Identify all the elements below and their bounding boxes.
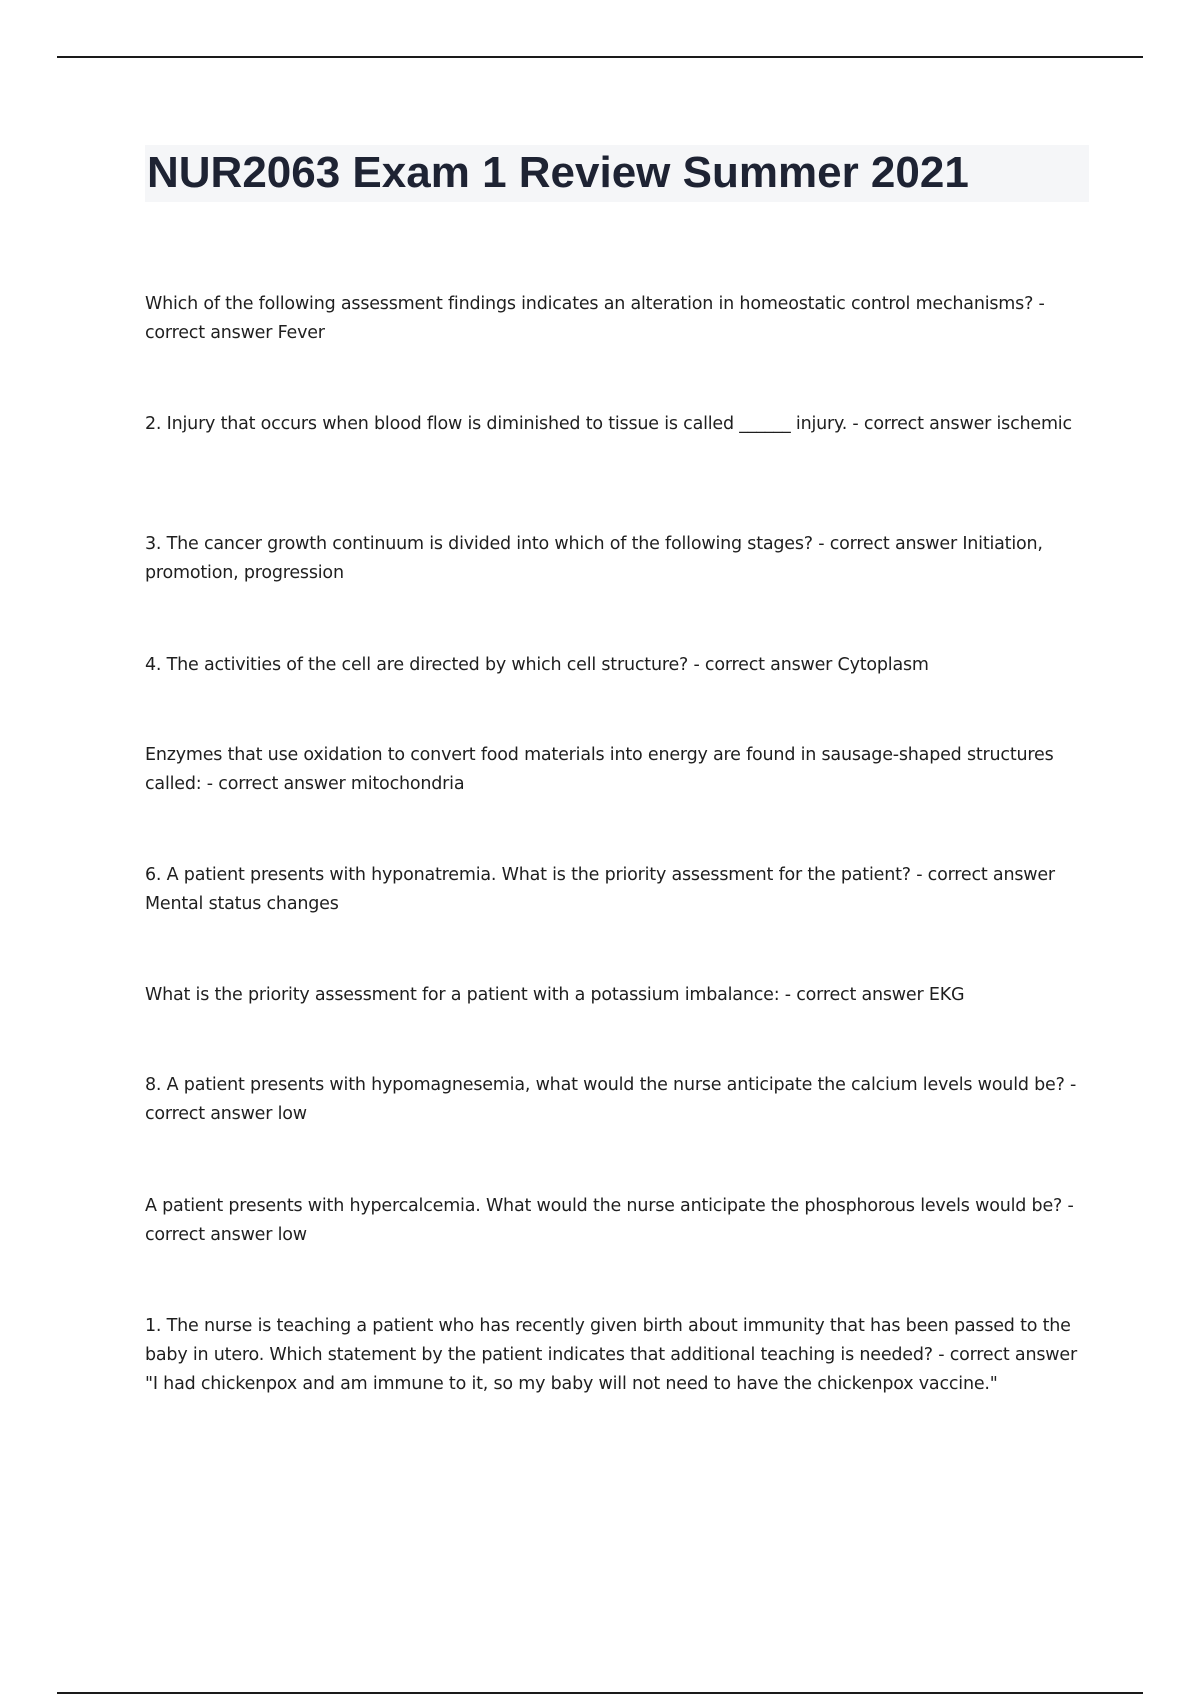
qa-item: 6. A patient presents with hyponatremia. What is the priority assessment for the patient? - correct answer Mental status changes: [145, 865, 1055, 914]
qa-item: Enzymes that use oxidation to convert food materials into energy are found in sausage-shaped structures called: - correct answer mitochondria: [145, 745, 1054, 794]
qa-item: 1. The nurse is teaching a patient who has recently given birth about immunity that has been passed to the baby in utero. Which statement by the patient indicates that additional teaching is needed? - correct answer "I had chickenpox and am immune to it, so my baby will not need to have the chickenpox vaccine.": [145, 1316, 1077, 1394]
qa-item: 2. Injury that occurs when blood flow is diminished to tissue is called ______ injury. - correct answer ischemic: [145, 414, 1072, 434]
bottom-rule: [57, 1692, 1143, 1694]
qa-item: What is the priority assessment for a patient with a potassium imbalance: - correct answer EKG: [145, 985, 965, 1005]
page-title: NUR2063 Exam 1 Review Summer 2021: [147, 148, 969, 197]
qa-item: A patient presents with hypercalcemia. What would the nurse anticipate the phosphorous levels would be? - correct answer low: [145, 1196, 1074, 1245]
top-rule: [57, 56, 1143, 58]
qa-item: 4. The activities of the cell are directed by which cell structure? - correct answer Cytoplasm: [145, 655, 929, 675]
qa-item: 8. A patient presents with hypomagnesemia, what would the nurse anticipate the calcium levels would be? - correct answer low: [145, 1075, 1077, 1124]
qa-item: Which of the following assessment findings indicates an alteration in homeostatic control mechanisms? - correct answer Fever: [145, 294, 1045, 343]
qa-item: 3. The cancer growth continuum is divided into which of the following stages? - correct answer Initiation, promotion, progression: [145, 534, 1043, 583]
